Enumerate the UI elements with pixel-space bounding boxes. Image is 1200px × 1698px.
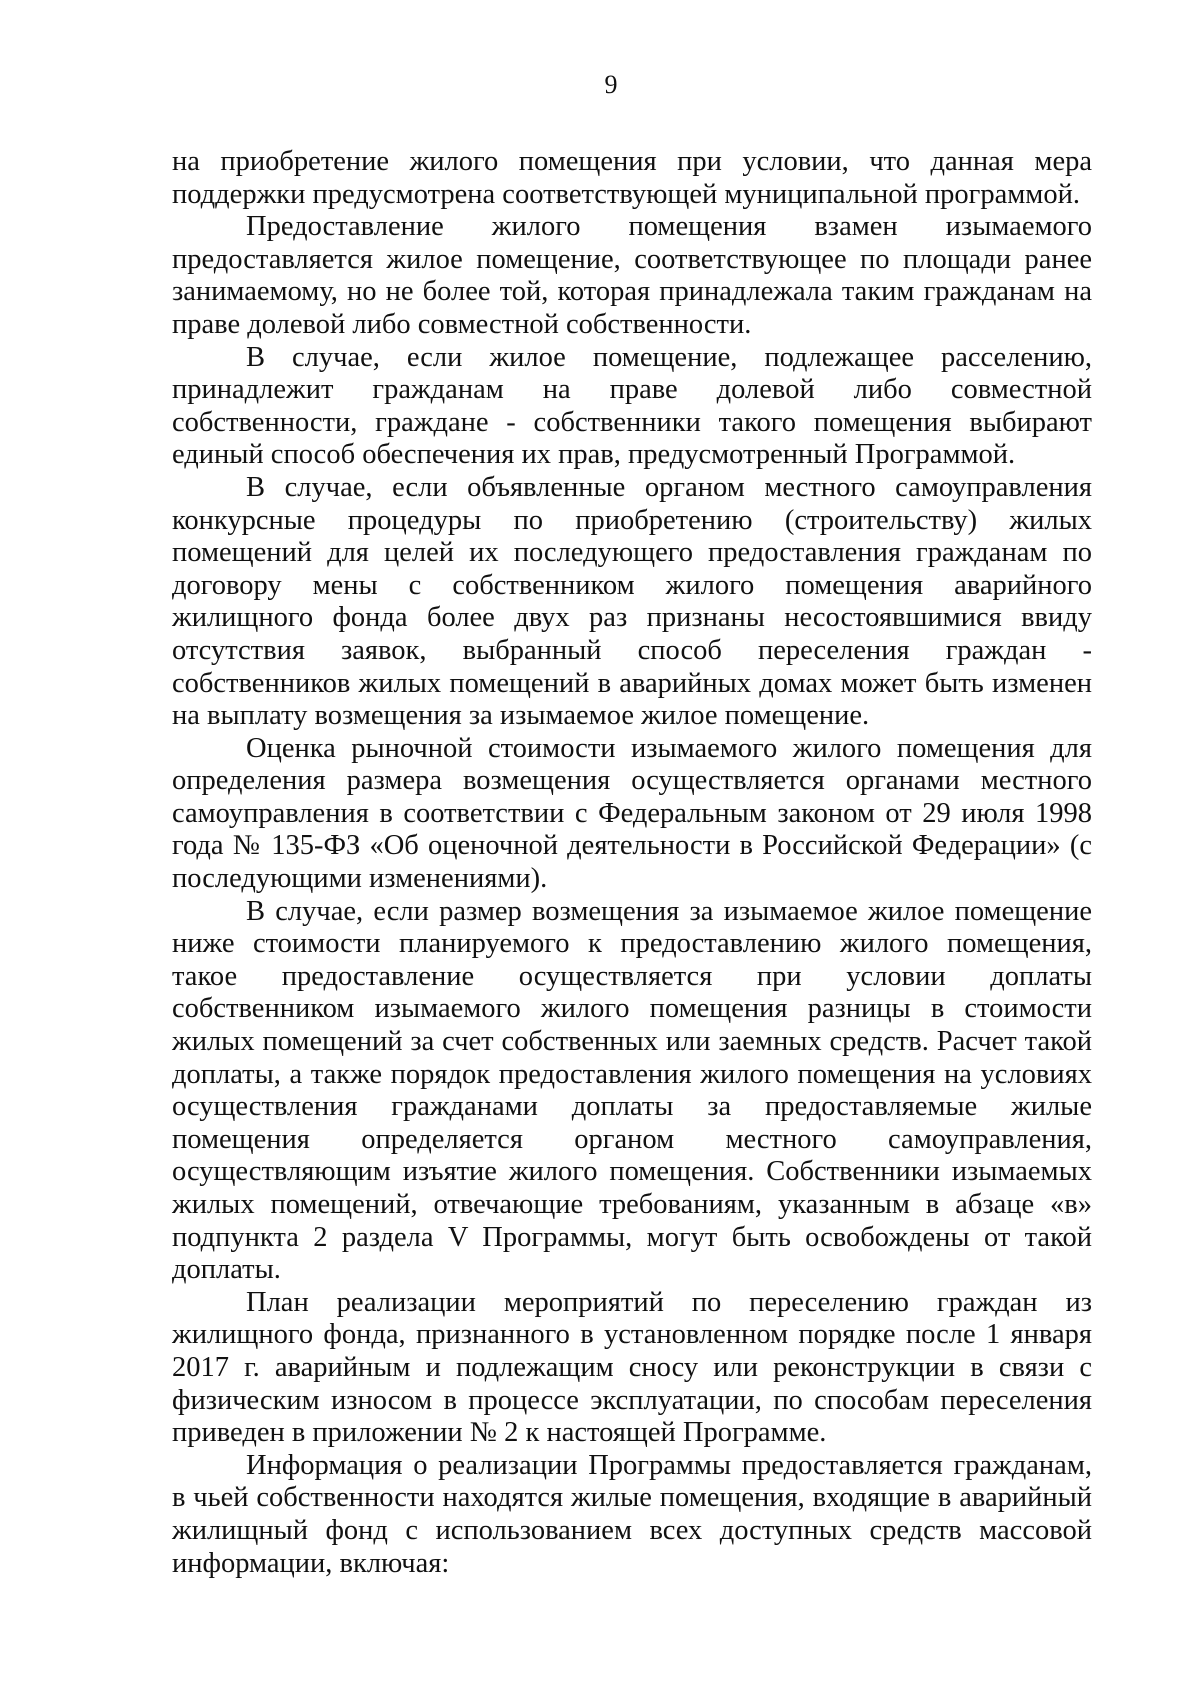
document-body xyxy=(172,146,1092,1580)
paragraph-surcharge: В случае, если размер возмещения за изымаемое жилое помещение ниже стоимости планируемого к предоставлению жилого помещения, такое предоставление осуществляется при условии доплаты собственником изымаемого жилого помещения разницы в стоимости жилых помещений за счет собственных или заемных средств. Расчет такой доплаты, а также порядок предоставления жилого помещения на условиях осуществления гражданами доплаты за предоставляемые жилые помещения определяется органом местного самоуправления, осуществляющим изъятие жилого помещения. Собственники изымаемых жилых помещений, отвечающие требованиям, указанным в абзаце «в» подпункта 2 раздела V Программы, могут быть освобождены от такой доплаты. xyxy=(172,895,1092,1286)
page-number: 9 xyxy=(604,70,618,99)
paragraph-shared-ownership: В случае, если жилое помещение, подлежащее расселению, принадлежит гражданам на праве долевой либо совместной собственности, граждане - собственники такого помещения выбирают единый способ обеспечения их прав, предусмотренный Программой. xyxy=(172,341,1092,471)
paragraph-public-information: Информация о реализации Программы предоставляется гражданам, в чьей собственности находятся жилые помещения, входящие в аварийный жилищный фонд с использованием всех доступных средств массовой информации, включая: xyxy=(172,1449,1092,1579)
paragraph-continuation: на приобретение жилого помещения при условии, что данная мера поддержки предусмотрена соответствующей муниципальной программой. xyxy=(172,146,1092,210)
paragraph-implementation-plan: План реализации мероприятий по переселению граждан из жилищного фонда, признанного в установленном порядке после 1 января 2017 г. аварийным и подлежащим сносу или реконструкции в связи с физическим износом в процессе эксплуатации, по способам переселения приведен в приложении № 2 к настоящей Программе. xyxy=(172,1286,1092,1449)
paragraph-market-valuation: Оценка рыночной стоимости изымаемого жилого помещения для определения размера возмещения осуществляется органами местного самоуправления в соответствии с Федеральным законом от 29 июля 1998 года № 135-ФЗ «Об оценочной деятельности в Российской Федерации» (с последующими изменениями). xyxy=(172,732,1092,895)
paragraph-failed-tenders: В случае, если объявленные органом местного самоуправления конкурсные процедуры по приобретению (строительству) жилых помещений для целей их последующего предоставления гражданам по договору мены с собственником жилого помещения аварийного жилищного фонда более двух раз признаны несостоявшимися ввиду отсутствия заявок, выбранный способ переселения граждан - собственников жилых помещений в аварийных домах может быть изменен на выплату возмещения за изымаемое жилое помещение. xyxy=(172,471,1092,732)
paragraph-replacement-housing: Предоставление жилого помещения взамен изымаемого предоставляется жилое помещение, соответствующее по площади ранее занимаемому, но не более той, которая принадлежала таким гражданам на праве долевой либо совместной собственности. xyxy=(172,211,1092,340)
